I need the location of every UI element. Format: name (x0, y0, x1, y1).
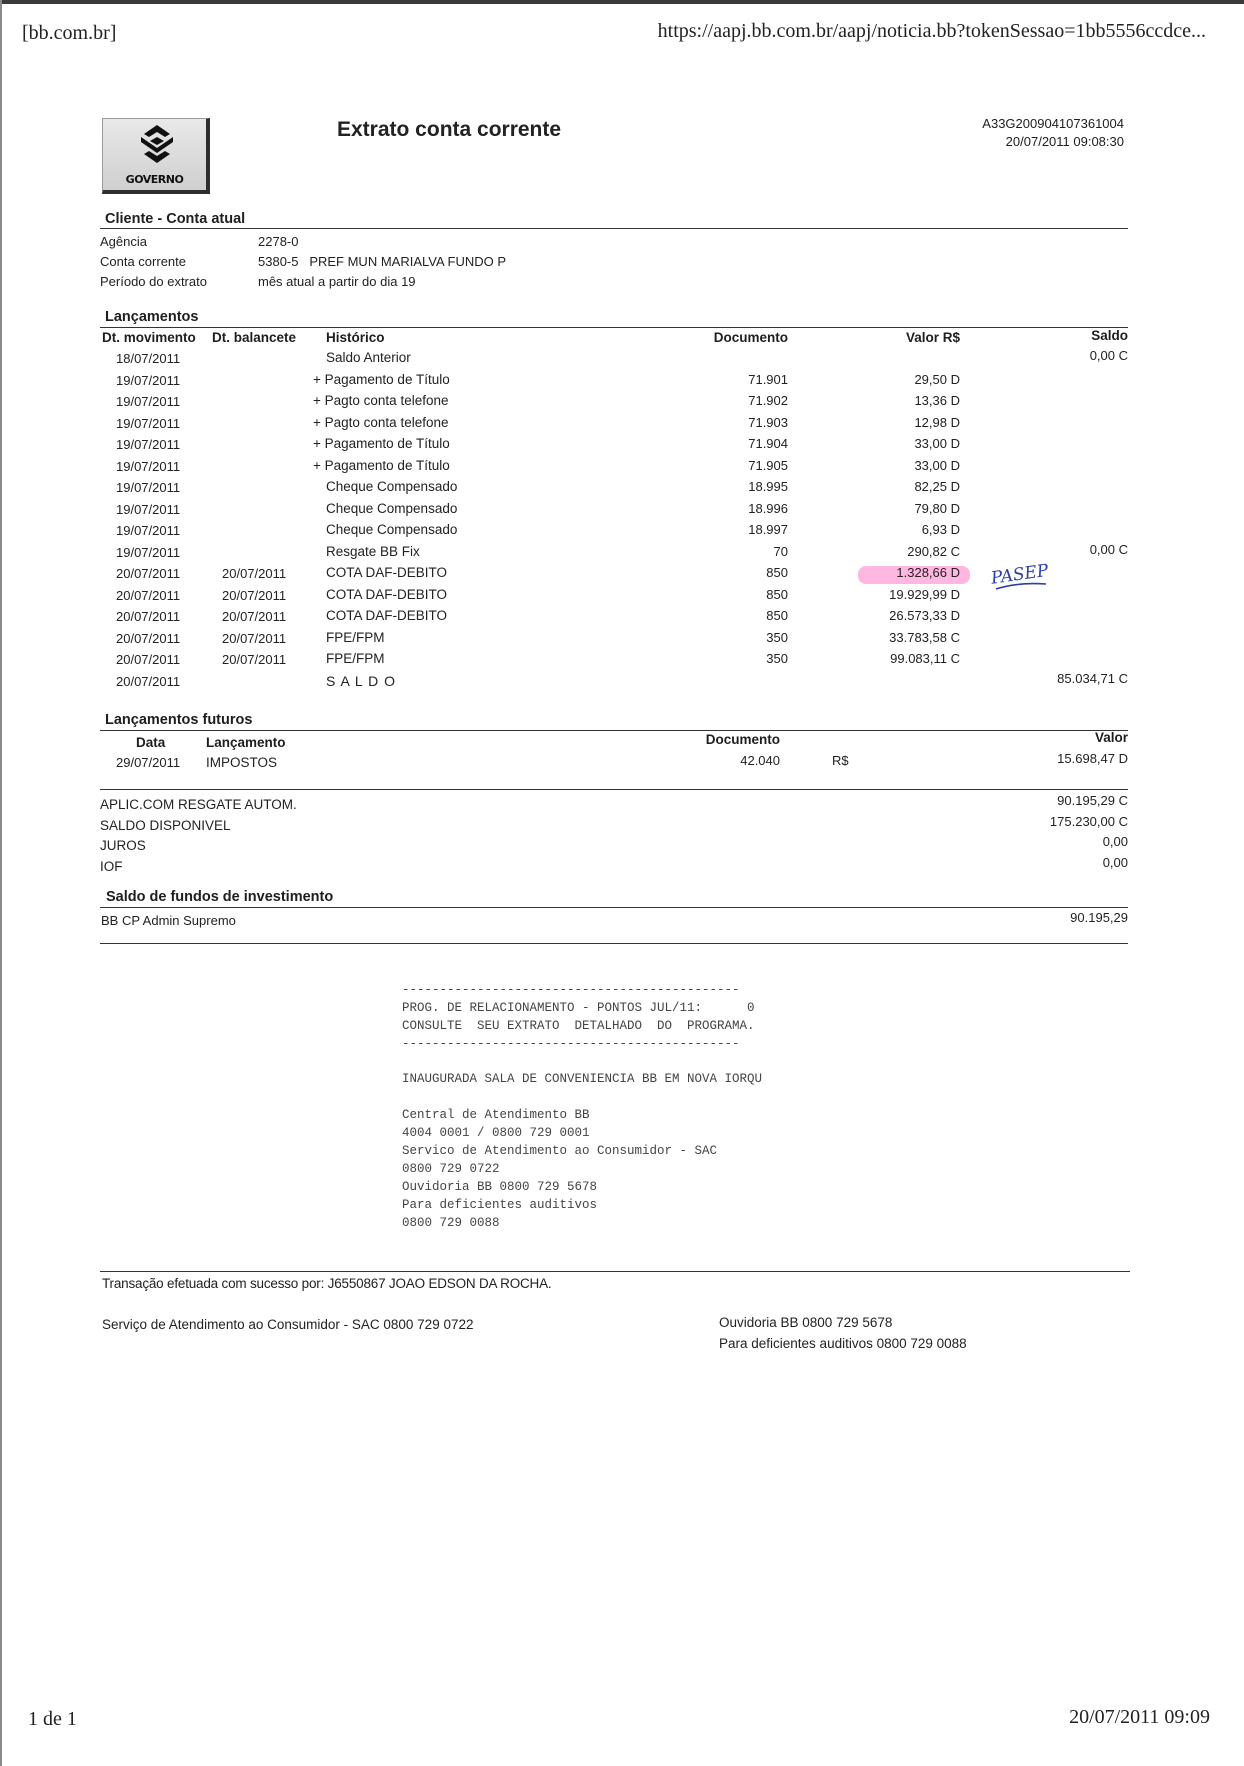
client-field-label: Conta corrente (100, 254, 186, 269)
message-dashes-bottom: --------------------------------------------- (402, 1037, 740, 1051)
future-cell-documento: 42.040 (740, 753, 780, 768)
scan-border-left (0, 0, 2, 1766)
cell-historico: + Pagamento de Título (313, 436, 450, 451)
message-line: PROG. DE RELACIONAMENTO - PONTOS JUL/11: 0 (402, 1001, 755, 1015)
fund-value: 90.195,29 (1070, 910, 1128, 925)
cell-dt-movimento: 19/07/2011 (116, 480, 181, 495)
cell-historico: Cheque Compensado (326, 479, 458, 494)
message-line: 4004 0001 / 0800 729 0001 (402, 1126, 590, 1140)
summary-label: IOF (100, 858, 123, 874)
future-section-title: Lançamentos futuros (105, 712, 253, 728)
summary-label: SALDO DISPONIVEL (100, 817, 231, 833)
cell-historico: S A L D O (326, 672, 396, 689)
cell-documento: 71.901 (748, 371, 788, 387)
summary-value: 0,00 (1102, 834, 1128, 849)
document-code: A33G200904107361004 (982, 116, 1124, 131)
future-cell-currency: R$ (832, 753, 849, 768)
funds-divider (100, 907, 1128, 908)
cell-dt-movimento: 20/07/2011 (116, 566, 181, 581)
cell-historico: COTA DAF-DEBITO (326, 586, 448, 602)
print-datetime: 20/07/2011 09:09 (1069, 1706, 1210, 1728)
footer-divider (100, 1271, 1130, 1272)
cell-documento: 18.996 (748, 500, 788, 516)
message-line: Servico de Atendimento ao Consumidor - SAC (402, 1144, 718, 1158)
message-line: Para deficientes auditivos (402, 1198, 598, 1212)
cell-dt-balancete: 20/07/2011 (222, 587, 287, 603)
cell-documento: 71.902 (748, 393, 788, 408)
cell-historico: + Pagto conta telefone (313, 414, 449, 430)
message-line: Central de Atendimento BB (402, 1108, 590, 1122)
sac-contact: Serviço de Atendimento ao Consumidor - SAC 0800 729 0722 (102, 1317, 474, 1332)
message-line: CONSULTE SEU EXTRATO DETALHADO DO PROGRAMA. (402, 1019, 755, 1033)
cell-dt-balancete: 20/07/2011 (222, 566, 287, 581)
transactions-section-title: Lançamentos (105, 309, 199, 325)
cell-valor: 33,00 D (914, 436, 960, 451)
cell-saldo: 85.034,71 C (1057, 670, 1128, 686)
cell-documento: 70 (773, 543, 788, 559)
cell-dt-movimento: 20/07/2011 (116, 609, 181, 624)
cell-documento: 350 (766, 629, 788, 645)
cell-valor: 79,80 D (914, 500, 960, 516)
cell-historico: + Pagamento de Título (313, 457, 450, 473)
ouvidoria-contact: Ouvidoria BB 0800 729 5678 (719, 1315, 893, 1330)
message-line: Ouvidoria BB 0800 729 5678 (402, 1180, 598, 1194)
logo-text: GOVERNO (125, 173, 184, 186)
future-header-data: Data (136, 735, 166, 750)
cell-documento: 18.997 (748, 522, 788, 537)
document-title: Extrato conta corrente (337, 118, 562, 141)
cell-historico: Cheque Compensado (326, 500, 458, 516)
client-field-value: 5380-5 PREF MUN MARIALVA FUNDO P (258, 254, 507, 269)
cell-dt-balancete: 20/07/2011 (222, 609, 287, 624)
cell-documento: 71.903 (748, 414, 788, 430)
summary-divider (100, 789, 1128, 790)
cell-documento: 71.904 (748, 436, 788, 451)
summary-value: 0,00 (1102, 854, 1128, 870)
site-label: [bb.com.br] (22, 22, 117, 44)
cell-dt-balancete: 20/07/2011 (222, 652, 287, 667)
header-valor: Valor R$ (905, 330, 960, 345)
cell-valor: 99.083,11 C (890, 651, 960, 666)
client-field-label: Agência (100, 234, 147, 249)
cell-saldo: 0,00 C (1089, 348, 1128, 363)
cell-valor: 290,82 C (907, 543, 960, 559)
page-indicator: 1 de 1 (28, 1708, 77, 1730)
cell-valor: 26.573,33 D (889, 608, 960, 623)
client-field-label: Período do extrato (100, 274, 207, 289)
fund-name: BB CP Admin Supremo (101, 913, 236, 928)
header-dt-balancete: Dt. balancete (212, 330, 297, 345)
cell-documento: 18.995 (748, 479, 788, 494)
cell-documento: 71.905 (748, 457, 788, 473)
cell-dt-movimento: 20/07/2011 (116, 630, 181, 646)
deficientes-contact: Para deficientes auditivos 0800 729 0088 (719, 1336, 967, 1351)
cell-dt-movimento: 19/07/2011 (116, 523, 181, 538)
header-documento: Documento (713, 330, 788, 345)
cell-dt-movimento: 20/07/2011 (116, 652, 181, 667)
cell-dt-movimento: 18/07/2011 (116, 351, 181, 366)
cell-valor: 19.929,99 D (889, 586, 960, 602)
cell-valor: 33,00 D (914, 457, 960, 473)
cell-dt-movimento: 20/07/2011 (116, 673, 181, 689)
transactions-divider (100, 327, 1128, 328)
cell-historico: + Pagamento de Título (313, 371, 450, 387)
cell-historico: FPE/FPM (326, 651, 385, 666)
future-header-lancamento: Lançamento (206, 735, 286, 750)
client-section-title: Cliente - Conta atual (105, 211, 246, 227)
cell-valor: 13,36 D (914, 393, 960, 408)
summary-label: APLIC.COM RESGATE AUTOM. (100, 797, 297, 812)
cell-dt-movimento: 19/07/2011 (116, 437, 181, 452)
client-field-value: 2278-0 (258, 234, 299, 249)
cell-saldo: 0,00 C (1089, 541, 1128, 557)
summary-value: 175.230,00 C (1049, 813, 1128, 829)
cell-valor: 33.783,58 C (889, 629, 960, 645)
header-historico: Histórico (326, 330, 385, 345)
message-line: 0800 729 0722 (402, 1162, 500, 1176)
cell-valor: 1.328,66 D (896, 565, 960, 580)
future-header-documento: Documento (705, 732, 780, 747)
header-saldo: Saldo (1091, 328, 1128, 343)
cell-valor: 12,98 D (914, 414, 960, 430)
document-timestamp: 20/07/2011 09:08:30 (1005, 134, 1124, 149)
cell-historico: + Pagto conta telefone (313, 393, 449, 408)
scan-border-top (0, 0, 1244, 4)
message-line: INAUGURADA SALA DE CONVENIENCIA BB EM NOVA IORQU (402, 1072, 763, 1086)
cell-historico: COTA DAF-DEBITO (326, 608, 448, 623)
future-cell-lancamento: IMPOSTOS (206, 755, 278, 770)
future-header-valor: Valor (1094, 730, 1128, 745)
cell-documento: 850 (766, 565, 788, 580)
cell-dt-balancete: 20/07/2011 (222, 630, 287, 646)
client-field-value: mês atual a partir do dia 19 (258, 274, 416, 289)
cell-dt-movimento: 19/07/2011 (116, 394, 181, 409)
cell-documento: 350 (766, 651, 788, 666)
funds-bottom-divider (100, 943, 1128, 944)
handwritten-annotation-icon (988, 560, 1058, 594)
funds-section-title: Saldo de fundos de investimento (106, 889, 334, 905)
bb-governo-logo (102, 118, 210, 194)
client-divider (100, 228, 1128, 229)
future-divider (100, 730, 1128, 731)
page-url: https://aapj.bb.com.br/aapj/noticia.bb?tokenSessao=1bb5556ccdce... (657, 20, 1206, 42)
cell-dt-movimento: 20/07/2011 (116, 587, 181, 603)
cell-historico: FPE/FPM (326, 629, 385, 645)
future-cell-data: 29/07/2011 (116, 755, 181, 770)
header-dt-movimento: Dt. movimento (102, 330, 196, 345)
future-cell-valor: 15.698,47 D (1057, 751, 1128, 766)
cell-historico: Cheque Compensado (326, 522, 458, 537)
cell-dt-movimento: 19/07/2011 (116, 415, 181, 431)
transaction-confirmation: Transação efetuada com sucesso por: J6550867 JOAO EDSON DA ROCHA. (102, 1276, 552, 1291)
cell-dt-movimento: 19/07/2011 (116, 501, 181, 517)
message-dashes-top: --------------------------------------------- (402, 983, 740, 997)
cell-valor: 6,93 D (921, 522, 960, 537)
cell-documento: 850 (766, 608, 788, 623)
cell-historico: Resgate BB Fix (326, 543, 420, 559)
bb-logo-icon (137, 125, 177, 163)
cell-valor: 29,50 D (914, 371, 960, 387)
summary-label: JUROS (100, 838, 146, 853)
handwritten-note: PASEP (989, 560, 1050, 589)
message-line: 0800 729 0088 (402, 1216, 500, 1230)
cell-dt-movimento: 19/07/2011 (116, 544, 181, 560)
cell-historico: Saldo Anterior (326, 350, 411, 365)
summary-value: 90.195,29 C (1057, 793, 1128, 808)
cell-historico: COTA DAF-DEBITO (326, 565, 448, 580)
cell-dt-movimento: 19/07/2011 (116, 458, 181, 474)
cell-dt-movimento: 19/07/2011 (116, 372, 181, 388)
cell-valor: 82,25 D (914, 479, 960, 494)
cell-documento: 850 (766, 586, 788, 602)
